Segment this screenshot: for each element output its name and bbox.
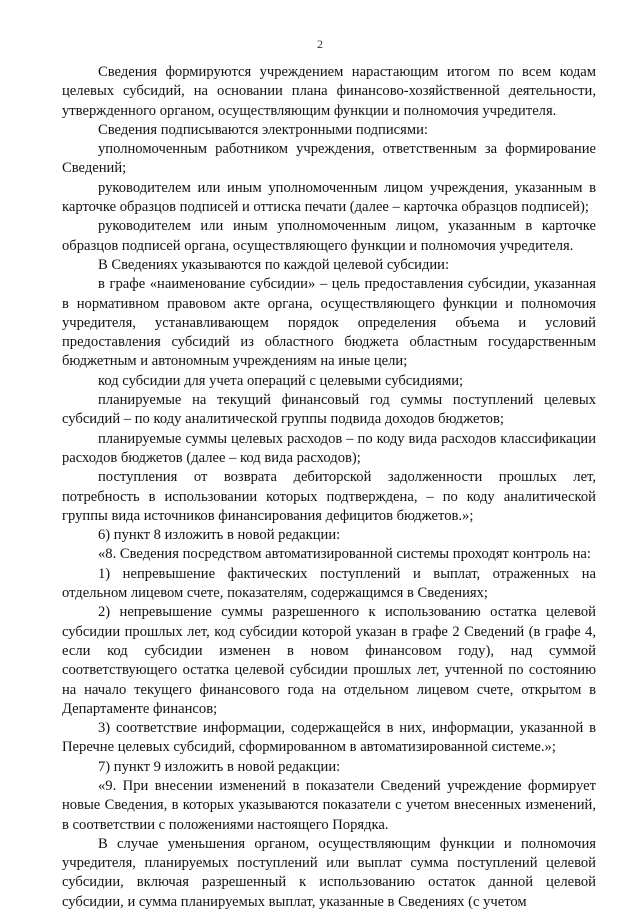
paragraph: «9. При внесении изменений в показатели Сведений учреждение формирует новые Сведения, в которых указываются показатели с учетом внесенных изменений, в соответствии с положениями настоящего Порядка. — [62, 777, 596, 833]
paragraph: планируемые суммы целевых расходов – по коду вида расходов классификации расходов бюджетов (далее – код вида расходов); — [62, 430, 596, 466]
paragraph: В Сведениях указываются по каждой целевой субсидии: — [98, 256, 450, 273]
paragraph: код субсидии для учета операций с целевыми субсидиями; — [98, 372, 464, 389]
paragraph: в графе «наименование субсидии» – цель предоставления субсидии, указанная в нормативном правовом акте органа, осуществляющего функции и полномочия учредителя, устанавливающем порядок определения объема и условий предоставления субсидий из областного бюджета областным государственным бюджетным и автономным учреждениям на иные цели; — [62, 276, 596, 370]
page-number: 2 — [317, 37, 323, 51]
paragraph: 2) непревышение суммы разрешенного к использованию остатка целевой субсидии прошлых лет, код субсидии которой указан в графе 2 Сведений (в графе 4, если код субсидии изменен в новом финансовом году), над суммой соответствующего остатка целевой субсидии прошлых лет, учтенной по состоянию на начало текущего финансового года на отдельном лицевом счете, открытом в Департаменте финансов; — [62, 604, 596, 717]
paragraph: руководителем или иным уполномоченным лицом, указанным в карточке образцов подписей органа, осуществляющего функции и полномочия учредителя. — [62, 218, 596, 254]
paragraph: планируемые на текущий финансовый год суммы поступлений целевых субсидий – по коду аналитической группы подвида доходов бюджетов; — [62, 392, 596, 428]
paragraph: «8. Сведения посредством автоматизированной системы проходят контроль на: — [98, 546, 591, 563]
paragraph: В случае уменьшения органом, осуществляющим функции и полномочия учредителя, планируемых поступлений или выплат сумма поступлений целевой субсидии, включая разрешенный к использованию остаток данной целевой субсидии, и сумма планируемых выплат, указанные в Сведениях (с учетом — [62, 835, 596, 910]
document-body — [62, 63, 596, 912]
paragraph: уполномоченным работником учреждения, ответственным за формирование Сведений; — [62, 141, 596, 177]
paragraph: поступления от возврата дебиторской задолженности прошлых лет, потребность в использовании которых подтверждена, – по коду аналитической группы вида источников финансирования дефицитов бюджетов.»; — [62, 469, 596, 524]
paragraph: 7) пункт 9 изложить в новой редакции: — [98, 758, 341, 775]
paragraph: руководителем или иным уполномоченным лицом учреждения, указанным в карточке образцов подписей и оттиска печати (далее – карточка образцов подписей); — [62, 179, 596, 216]
paragraph: Сведения формируются учреждением нарастающим итогом по всем кодам целевых субсидий, на основании плана финансово-хозяйственной деятельности, утвержденного органом, осуществляющим функции и полномочия учредителя. — [62, 64, 596, 119]
paragraph: Сведения подписываются электронными подписями: — [98, 121, 428, 138]
paragraph: 3) соответствие информации, содержащейся в них, информации, указанной в Перечне целевых субсидий, сформированном в автоматизированной системе.»; — [62, 720, 596, 756]
paragraph: 6) пункт 8 изложить в новой редакции: — [98, 527, 341, 544]
paragraph: 1) непревышение фактических поступлений и выплат, отраженных на отдельном лицевом счете, показателям, содержащимся в Сведениях; — [62, 565, 596, 602]
